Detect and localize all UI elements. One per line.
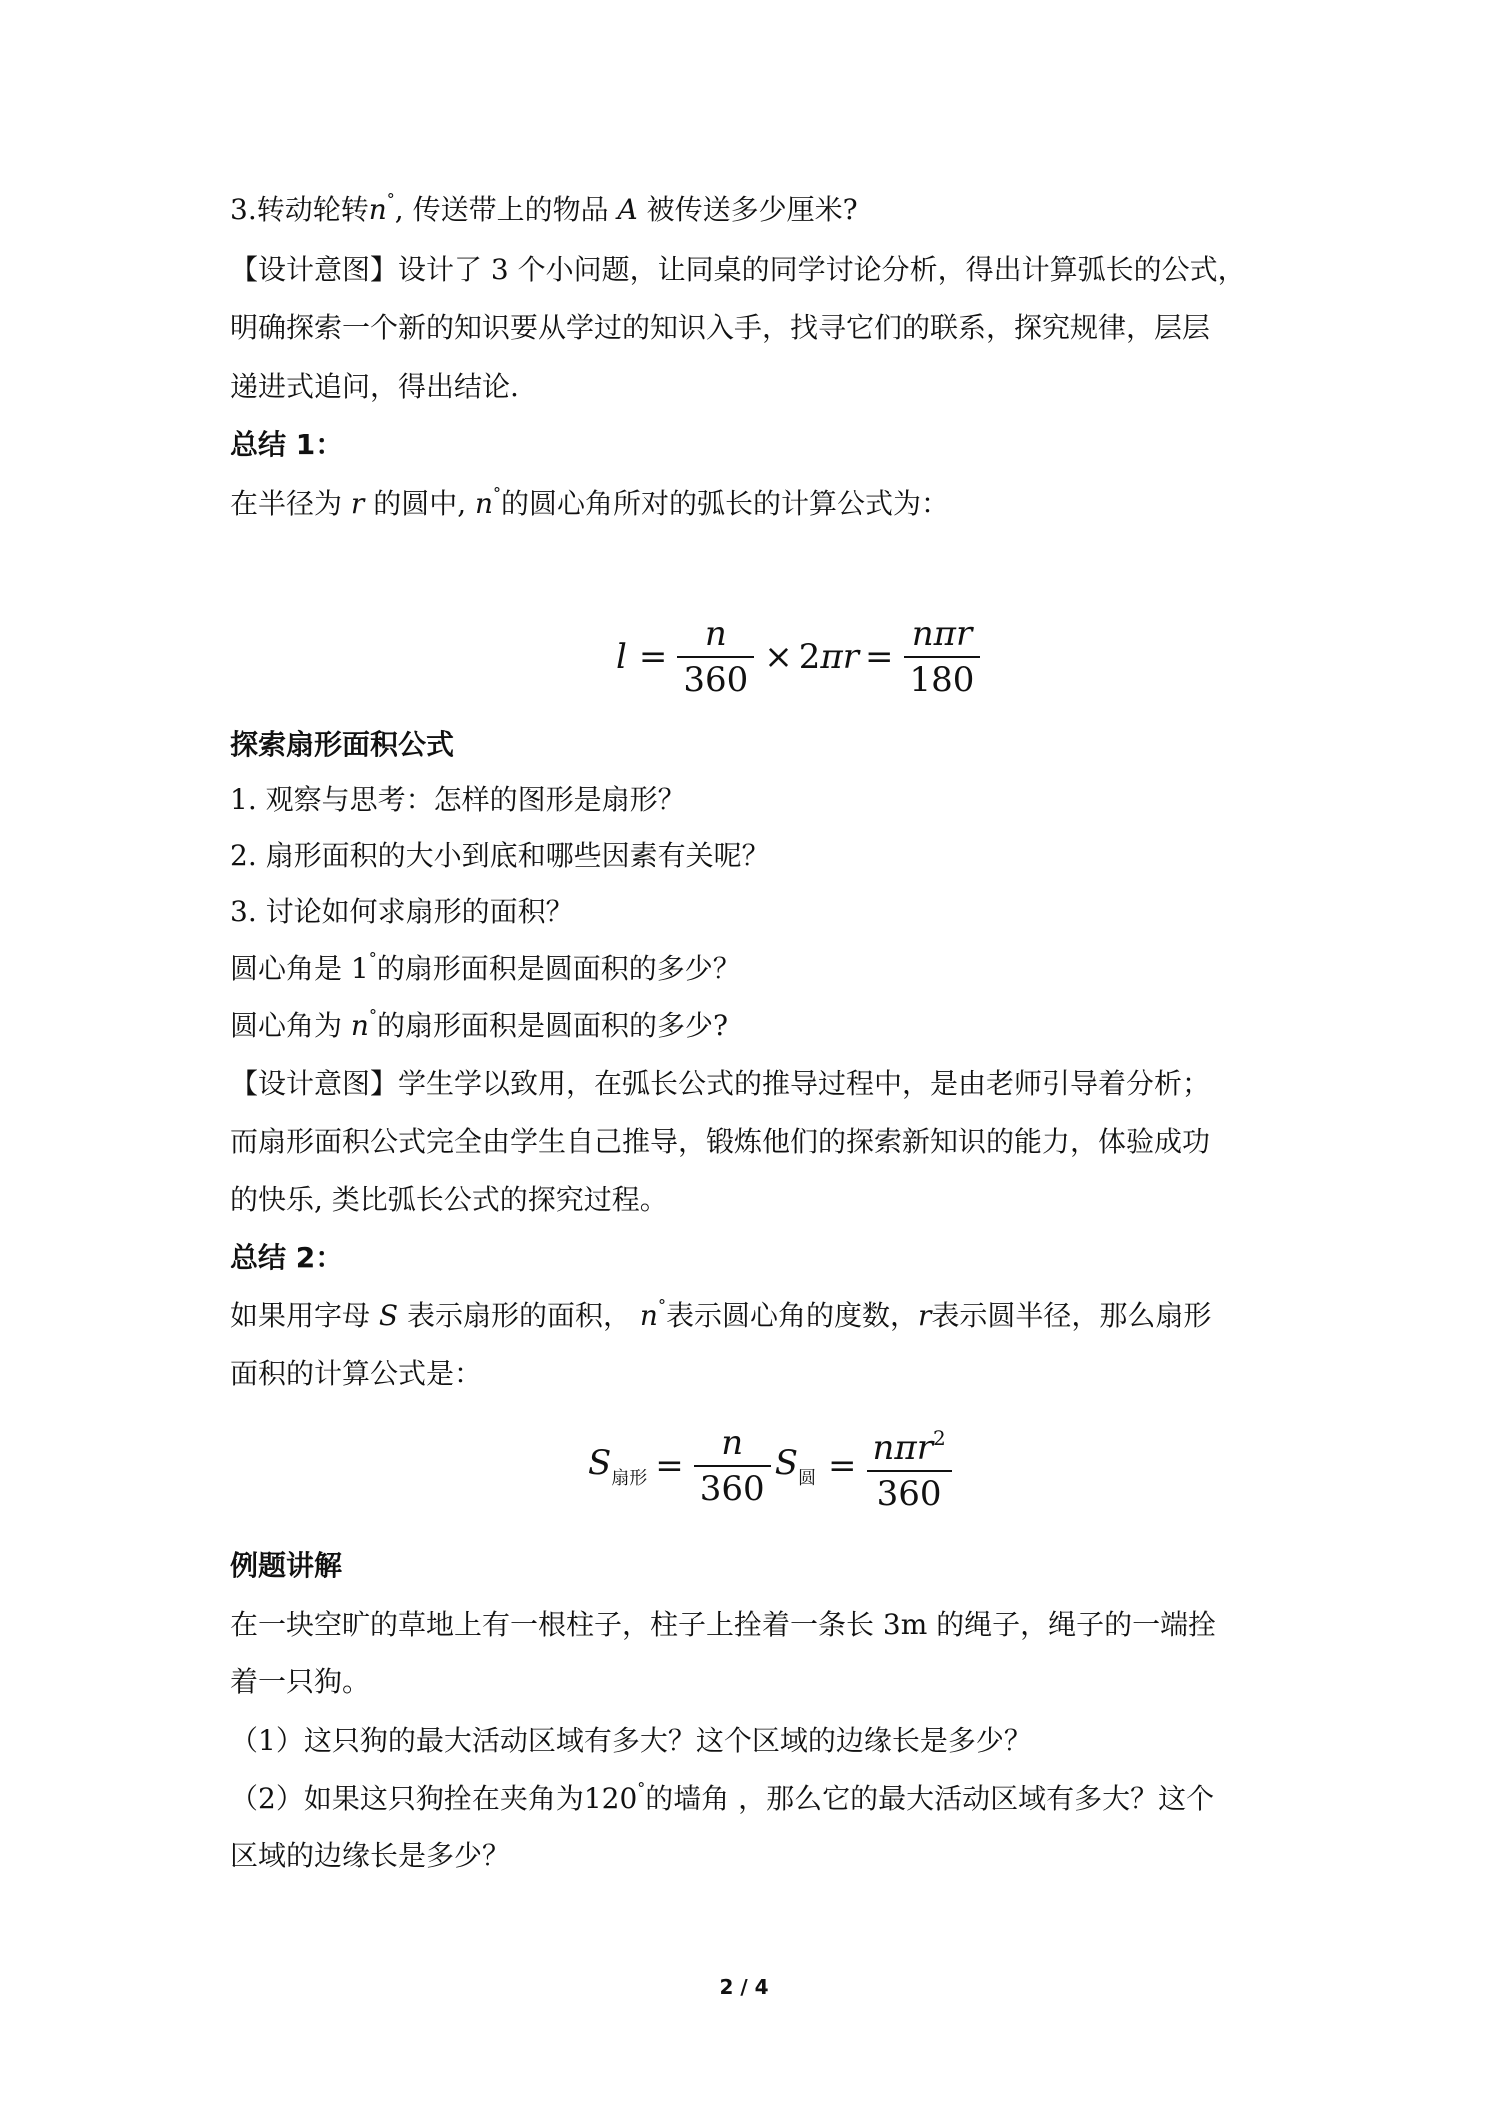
fraction-npir-over-180 bbox=[904, 612, 981, 702]
text: 如果用字母 bbox=[230, 1299, 379, 1332]
var-r: r bbox=[350, 487, 365, 520]
design-intent-2-line-1: 【设计意图】学生学以致用，在弧长公式的推导过程中，是由老师引导着分析； bbox=[230, 1067, 1211, 1100]
var-n: n bbox=[350, 1009, 369, 1042]
n-degree-question bbox=[230, 1006, 1280, 1046]
text: （2）如果这只狗拴在夹角为 bbox=[230, 1782, 584, 1815]
angle-value: 120 bbox=[583, 1782, 638, 1815]
var-a: A bbox=[617, 193, 638, 226]
denominator: 360 bbox=[699, 1469, 765, 1509]
equals-sign: = bbox=[828, 1446, 857, 1486]
example-title: 例题讲解 bbox=[230, 1549, 343, 1582]
text: 圆心角为 bbox=[230, 1009, 351, 1042]
degree-symbol: ° bbox=[368, 1006, 377, 1025]
summary-2-line-1 bbox=[230, 1296, 1280, 1336]
two-pi-r bbox=[799, 637, 859, 677]
numerator-text: nπr bbox=[872, 1428, 933, 1468]
equals-sign: = bbox=[865, 637, 894, 677]
observe-think-item: 1. 观察与思考：怎样的图形是扇形？ bbox=[230, 783, 686, 816]
sector-area-section-title: 探索扇形面积公式 bbox=[230, 728, 455, 761]
one-degree-question bbox=[230, 949, 1280, 989]
summary-1-title: 总结 1： bbox=[230, 428, 344, 461]
var-s: S bbox=[774, 1442, 798, 1483]
text: 表示圆半径，那么扇形 bbox=[931, 1299, 1212, 1332]
var-r: r bbox=[917, 1299, 932, 1332]
example-question-1: （1）这只狗的最大活动区域有多大？这个区域的边缘长是多少？ bbox=[230, 1724, 1032, 1757]
design-intent-1-line-2: 明确探索一个新的知识要从学过的知识入手，找寻它们的联系，探究规律，层层 bbox=[230, 311, 1211, 344]
example-line-2: 着一只狗。 bbox=[230, 1665, 371, 1698]
degree-symbol: ° bbox=[368, 949, 377, 968]
text: 被传送多少厘米? bbox=[637, 193, 858, 226]
design-intent-1-line-1: 【设计意图】设计了 3 个小问题，让同桌的同学讨论分析，得出计算弧长的公式， bbox=[230, 253, 1246, 286]
design-intent-1-line-3: 递进式追问，得出结论. bbox=[230, 370, 519, 403]
var-n: n bbox=[639, 1299, 658, 1332]
subscript-circle: 圆 bbox=[798, 1467, 816, 1489]
page-number: 2 / 4 bbox=[719, 1975, 769, 1999]
example-question-2 bbox=[230, 1779, 1280, 1819]
denominator: 180 bbox=[909, 660, 975, 700]
var-n: n bbox=[368, 193, 387, 226]
var-s: S bbox=[588, 1442, 612, 1483]
var-pi: π bbox=[820, 637, 843, 677]
subscript-sector: 扇形 bbox=[611, 1467, 648, 1489]
var-r: r bbox=[842, 637, 860, 677]
question-3 bbox=[230, 190, 1280, 230]
text: 3.转动轮转 bbox=[230, 193, 369, 226]
degree-symbol: ° bbox=[386, 190, 395, 209]
s-sector bbox=[588, 1443, 647, 1490]
example-line-1: 在一块空旷的草地上有一根柱子，柱子上拴着一条长 3m 的绳子，绳子的一端拴 bbox=[230, 1608, 1217, 1641]
example-question-2-line-2: 区域的边缘长是多少？ bbox=[230, 1839, 511, 1872]
text: 表示扇形的面积， bbox=[398, 1299, 640, 1332]
design-intent-2-line-2: 而扇形面积公式完全由学生自己推导，锻炼他们的探索新知识的能力，体验成功 bbox=[230, 1125, 1211, 1158]
text: 的墙角 ，那么它的最大活动区域有多大？这个 bbox=[645, 1782, 1215, 1815]
arc-length-formula bbox=[610, 612, 984, 702]
text: 圆心角是 1 bbox=[230, 952, 369, 985]
factors-item: 2. 扇形面积的大小到底和哪些因素有关呢？ bbox=[230, 839, 770, 872]
degree-symbol: ° bbox=[493, 484, 502, 503]
var-n: n bbox=[475, 487, 494, 520]
text: 表示圆心角的度数， bbox=[665, 1299, 918, 1332]
var-l: l bbox=[616, 637, 627, 677]
sector-area-formula bbox=[582, 1416, 956, 1516]
denominator: 360 bbox=[876, 1474, 942, 1514]
times-sign: × bbox=[764, 637, 793, 677]
summary-2-title: 总结 2： bbox=[230, 1241, 344, 1274]
fraction-n-over-360 bbox=[677, 612, 754, 702]
exponent: 2 bbox=[933, 1426, 946, 1450]
equals-sign: = bbox=[638, 637, 668, 677]
denominator: 360 bbox=[683, 660, 749, 700]
text: 在半径为 bbox=[230, 487, 351, 520]
numerator bbox=[867, 1416, 952, 1472]
text: 的圆心角所对的弧长的计算公式为： bbox=[501, 487, 950, 520]
coefficient: 2 bbox=[798, 637, 821, 677]
summary-2-line-2: 面积的计算公式是： bbox=[230, 1357, 483, 1390]
text: 的扇形面积是圆面积的多少? bbox=[376, 1009, 728, 1042]
equals-sign: = bbox=[655, 1446, 684, 1486]
var-s: S bbox=[378, 1299, 399, 1332]
fraction-n-over-360 bbox=[694, 1421, 771, 1511]
numerator: n bbox=[677, 612, 754, 658]
degree-symbol: ° bbox=[657, 1296, 666, 1315]
design-intent-2-line-3: 的快乐, 类比弧长公式的探究过程。 bbox=[230, 1183, 668, 1216]
text: , 传送带上的物品 bbox=[394, 193, 618, 226]
text: 的圆中, bbox=[364, 487, 475, 520]
text: 的扇形面积是圆面积的多少？ bbox=[376, 952, 741, 985]
s-circle bbox=[775, 1443, 816, 1490]
discuss-item: 3. 讨论如何求扇形的面积？ bbox=[230, 895, 574, 928]
numerator: nπr bbox=[904, 612, 981, 658]
degree-symbol: ° bbox=[637, 1779, 646, 1798]
numerator: n bbox=[694, 1421, 771, 1467]
summary-1-text bbox=[230, 484, 1280, 524]
fraction-npir2-over-360 bbox=[867, 1416, 952, 1516]
